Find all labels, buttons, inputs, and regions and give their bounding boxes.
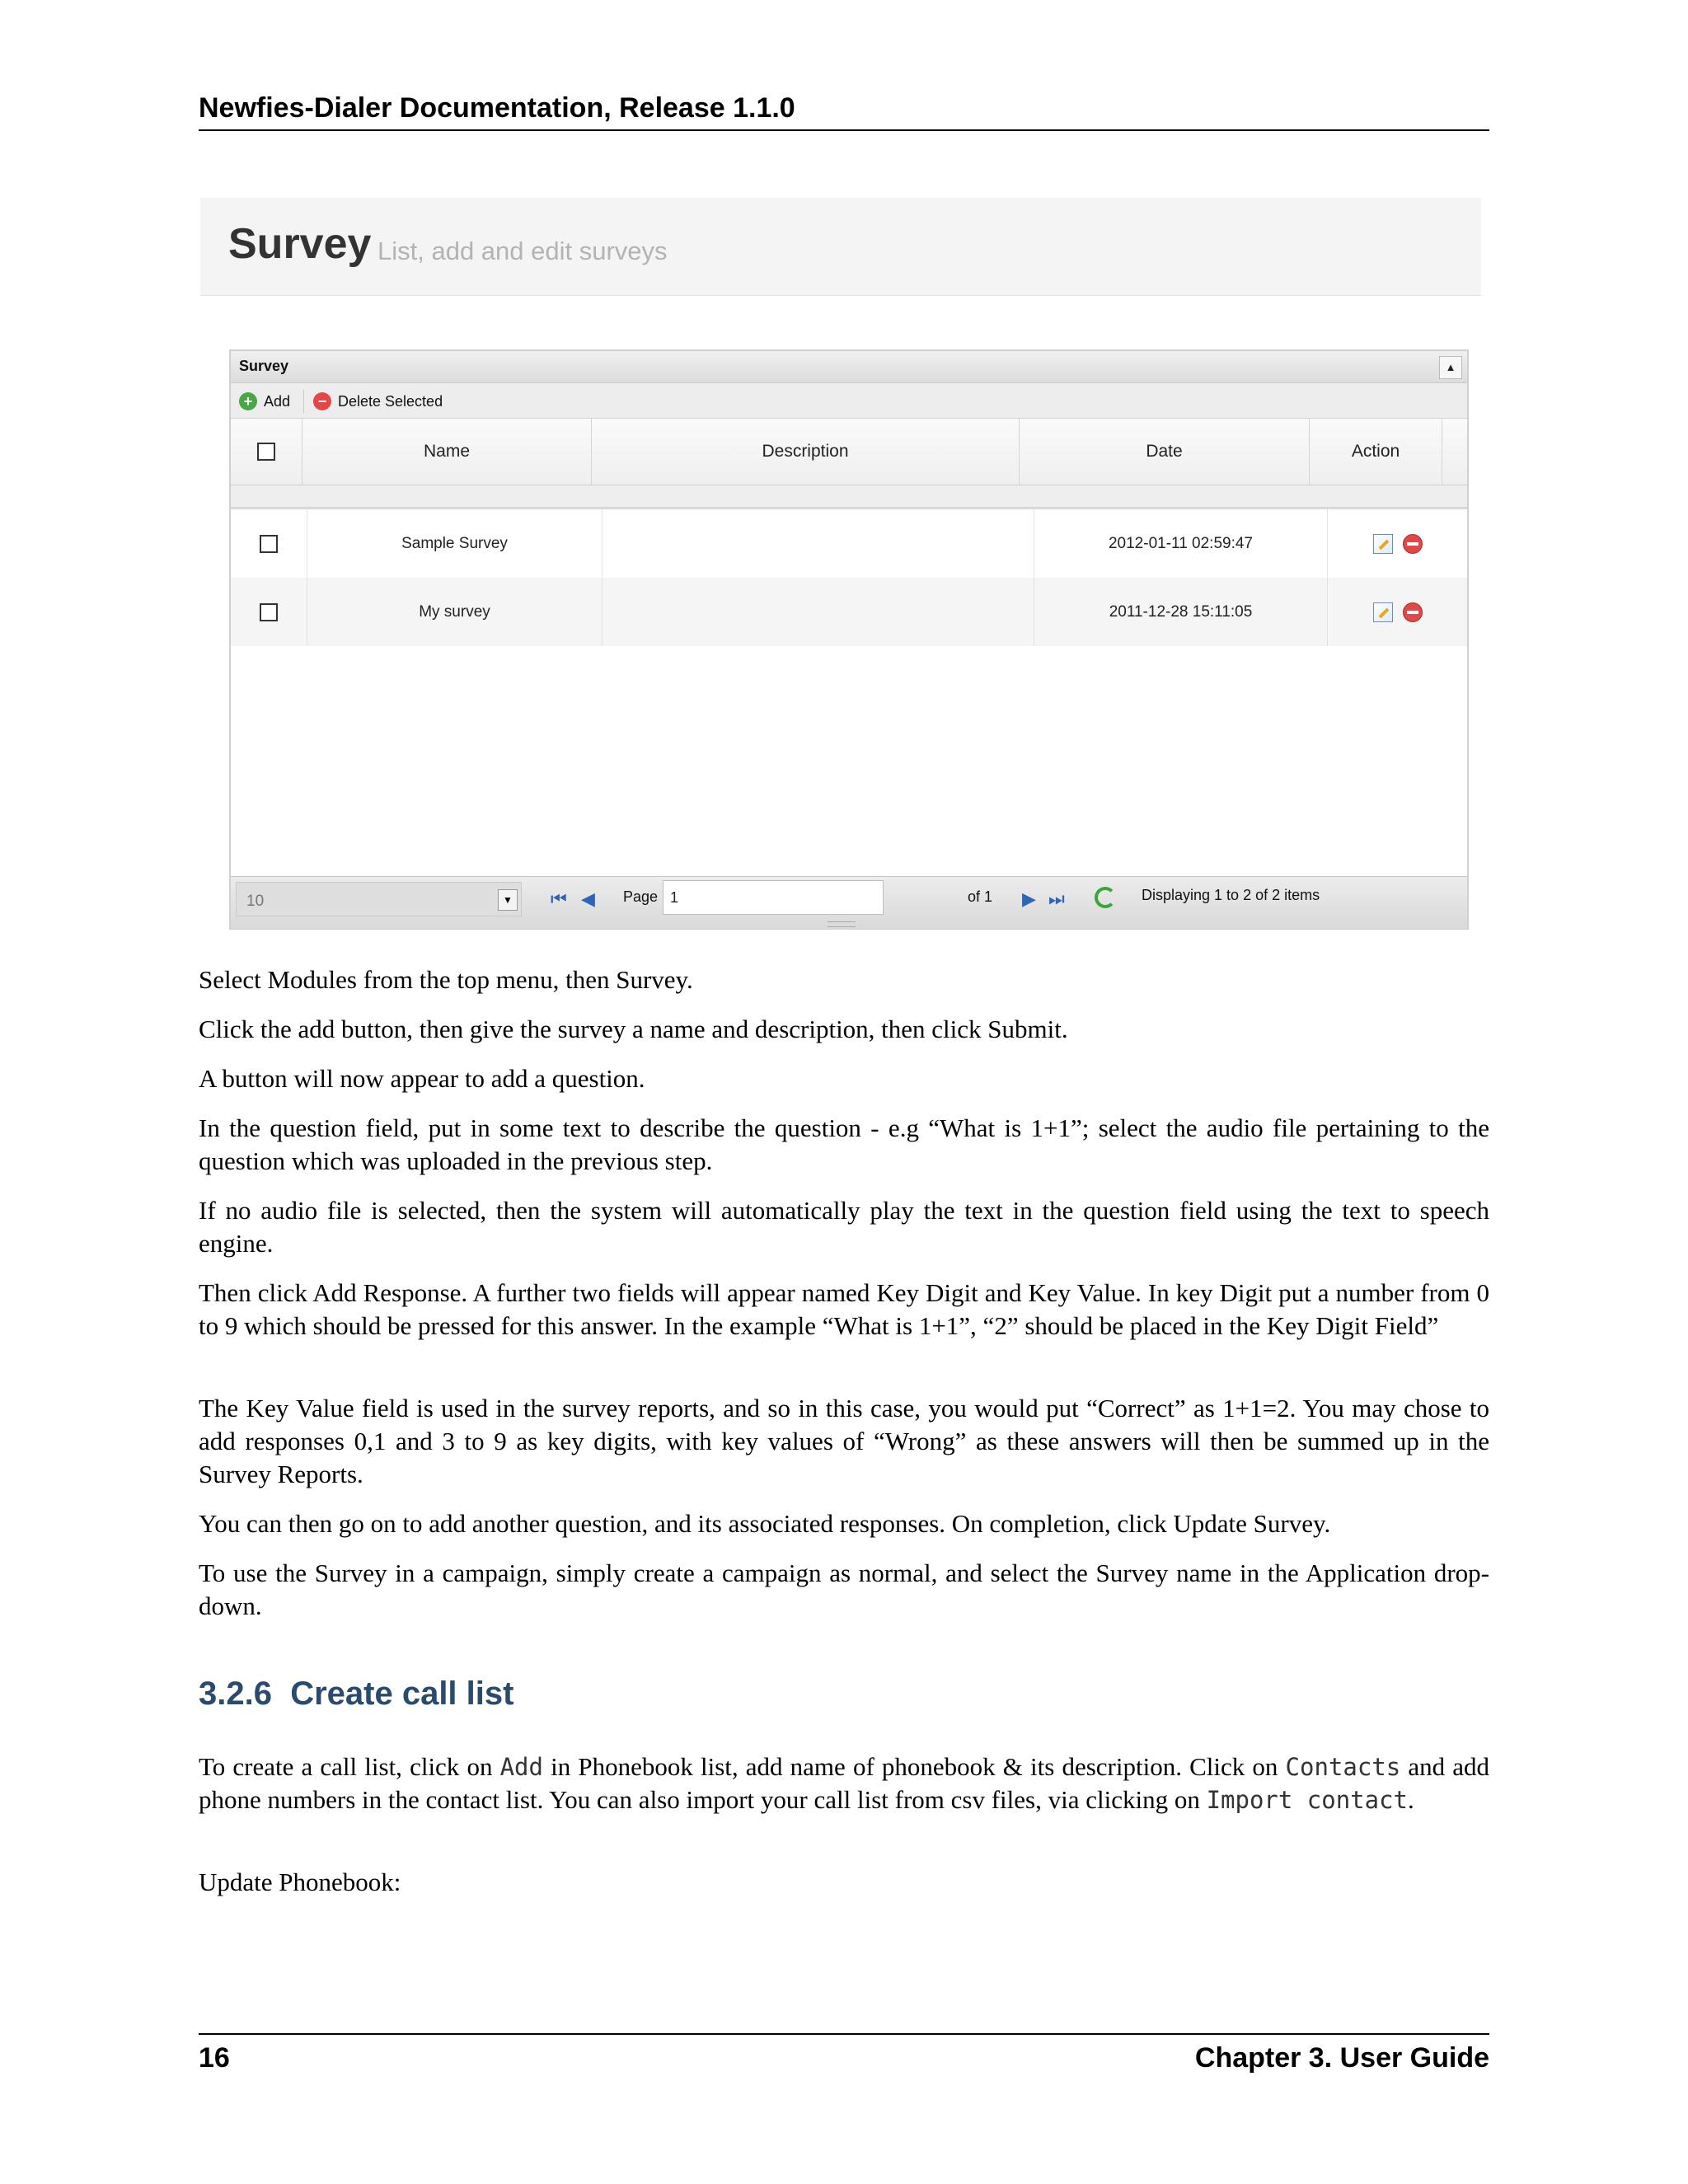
row-select-cell [231,578,307,646]
column-header-action[interactable]: Action [1310,419,1442,485]
page-banner [200,198,1481,296]
header-rule [199,129,1489,131]
row-actions [1328,578,1467,646]
row-select-cell [231,509,307,578]
table-row[interactable] [231,509,1467,578]
survey-name: My survey [307,578,603,646]
pager-bar [231,876,1467,929]
paragraph: Update Phonebook: [199,1868,401,1896]
delete-label: Delete Selected [338,392,443,410]
text-run: . [1408,1785,1414,1814]
delete-icon: − [313,392,331,410]
section-title: Create call list [290,1675,514,1712]
next-page-icon[interactable]: ▶ [1022,888,1036,909]
edit-icon[interactable] [1373,534,1393,554]
rows-per-page-select[interactable] [236,882,522,916]
paragraph: Then click Add Response. A further two fields will appear named Key Digit and Key Value. In key Digit put a number from 0 to 9 which should be pressed for this answer. In the example “What is 1+1”, “2” should be placed in the Key Digit Field” [199,1278,1489,1340]
add-label: Add [264,392,291,410]
footer-rule [199,2033,1489,2035]
paragraph: The Key Value field is used in the survey reports, and so in this case, you would put “Correct” as 1+1=2. You may chose to add responses 0,1 and 3 to 9 as key digits, with key values of “Wrong” as these answers will then be summed up in the Survey Reports. [199,1394,1489,1488]
add-icon: + [239,392,257,410]
resize-handle[interactable] [828,921,856,927]
section-paragraph [199,1750,1489,1816]
survey-description [603,578,1034,646]
banner-title: Survey [228,220,372,268]
paragraph: You can then go on to add another question, and its associated responses. On completion, click Update Survey. [199,1509,1331,1538]
code-add: Add [499,1753,543,1781]
collapse-button[interactable] [1439,356,1462,379]
add-button[interactable] [239,391,290,412]
chevron-down-icon[interactable]: ▼ [498,889,518,911]
page-number-input[interactable] [663,880,884,915]
section-number: 3.2.6 [199,1675,272,1712]
survey-date: 2011-12-28 15:11:05 [1034,578,1328,646]
grid-header-row [231,419,1467,485]
paragraph: A button will now appear to add a question. [199,1064,645,1093]
chapter-title: Chapter 3. User Guide [1194,2042,1489,2074]
paragraph: Click the add button, then give the survey a name and description, then click Submit. [199,1015,1068,1043]
section-heading [199,1675,513,1713]
delete-row-icon[interactable] [1403,602,1423,622]
page-number: 16 [199,2042,230,2074]
survey-description [603,509,1034,578]
table-row[interactable] [231,578,1467,646]
header-spacer [231,485,1467,509]
code-contacts: Contacts [1285,1753,1401,1781]
survey-name: Sample Survey [307,509,603,578]
row-checkbox[interactable] [260,603,278,621]
rows-per-page-value: 10 [246,893,265,910]
text-run: To create a call list, click on [199,1752,500,1781]
column-header-date[interactable]: Date [1020,419,1310,485]
text-run: and add phone numbers in the contact list. You can also import your call list from csv files, via clicking on [199,1752,1490,1814]
grid-toolbar [231,383,1467,419]
running-header: Newfies-Dialer Documentation, Release 1.1.0 [199,92,795,124]
survey-grid [229,349,1469,930]
paragraph: To use the Survey in a campaign, simply create a campaign as normal, and select the Survey name in the Application drop-down. [199,1558,1489,1620]
page-count: of 1 [968,888,993,905]
code-import-contact: Import contact [1206,1786,1408,1814]
survey-date: 2012-01-11 02:59:47 [1034,509,1328,578]
paragraph: If no audio file is selected, then the system will automatically play the text in the question field using the text to speech engine. [199,1196,1489,1258]
select-all-checkbox[interactable] [257,443,275,461]
prev-page-icon[interactable]: ◀ [581,888,595,909]
paragraph: In the question field, put in some text to describe the question - e.g “What is 1+1”; select the audio file pertaining to the question which was uploaded in the previous step. [199,1113,1489,1175]
row-checkbox[interactable] [260,535,278,553]
display-info: Displaying 1 to 2 of 2 items [1142,887,1320,903]
edit-icon[interactable] [1373,602,1393,622]
toolbar-divider [303,390,304,413]
column-header-description[interactable]: Description [592,419,1020,485]
paragraph: Select Modules from the top menu, then Survey. [199,965,693,994]
first-page-icon[interactable]: ⏮ [551,888,567,909]
page-label: Page [623,888,659,905]
text-run: in Phonebook list, add name of phonebook & its description. Click on [542,1752,1286,1781]
caret-up-icon: ▲ [1445,361,1456,373]
last-page-icon[interactable]: ⏭ [1048,888,1065,909]
delete-row-icon[interactable] [1403,534,1423,554]
grid-title: Survey [239,358,289,374]
grid-titlebar [231,351,1467,383]
select-all-cell [231,419,302,485]
banner-subtitle: List, add and edit surveys [377,237,668,265]
delete-selected-button[interactable] [313,391,443,412]
refresh-icon[interactable] [1095,887,1116,908]
column-header-name[interactable]: Name [302,419,592,485]
row-actions [1328,509,1467,578]
